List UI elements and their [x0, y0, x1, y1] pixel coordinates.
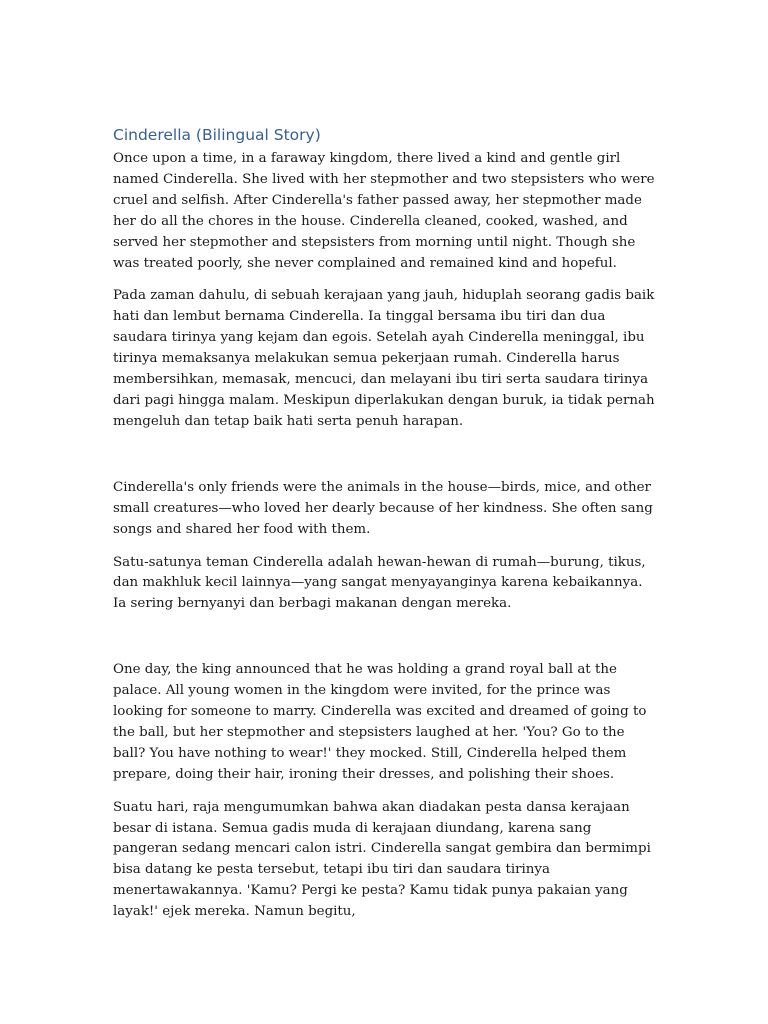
- paragraph-indonesian-2: Satu-satunya teman Cinderella adalah hewan-hewan di rumah—burung, tikus, dan makhluk kecil lainnya—yang sangat menyayanginya karena kebaikannya. Ia sering bernyanyi dan berbagi makanan dengan mereka.: [113, 554, 646, 612]
- paragraph-spacer: [113, 541, 658, 553]
- section-spacer: [113, 433, 658, 478]
- paragraph-spacer: [113, 274, 658, 286]
- section-spacer: [113, 615, 658, 660]
- document-title: Cinderella (Bilingual Story): [113, 126, 321, 144]
- document-body: [113, 124, 658, 923]
- paragraph-english-1: Once upon a time, in a faraway kingdom, there lived a kind and gentle girl named Cinderella. She lived with her stepmother and two stepsisters who were cruel and selfish. After Cinderella's father passed away, her stepmother made her do all the chores in the house. Cinderella cleaned, cooked, washed, and served her stepmother and stepsisters from morning until night. Though she was treated poorly, she never complained and remained kind and hopeful.: [113, 151, 655, 271]
- paragraph-english-3: One day, the king announced that he was holding a grand royal ball at the palace. All young women in the kingdom were invited, for the prince was looking for someone to marry. Cinderella was excited and dreamed of going to the ball, but her stepmother and stepsisters laughed at her. 'You? Go to the ball? You have nothing to wear!' they mocked. Still, Cinderella helped them prepare, doing their hair, ironing their dresses, and polishing their shoes.: [113, 662, 647, 782]
- paragraph-english-2: Cinderella's only friends were the animals in the house—birds, mice, and other small creatures—who loved her dearly because of her kindness. She often sang songs and shared her food with them.: [113, 479, 653, 537]
- paragraph-spacer: [113, 786, 658, 798]
- paragraph-indonesian-1: Pada zaman dahulu, di sebuah kerajaan yang jauh, hiduplah seorang gadis baik hati dan lembut bernama Cinderella. Ia tinggal bersama ibu tiri dan dua saudara tirinya yang kejam dan egois. Setelah ayah Cinderella meninggal, ibu tirinya memaksanya melakukan semua pekerjaan rumah. Cinderella harus membersihkan, memasak, mencuci, dan melayani ibu tiri serta saudara tirinya dari pagi hingga malam. Meskipun diperlakukan dengan buruk, ia tidak pernah mengeluh dan tetap baik hati serta penuh harapan.: [113, 288, 655, 429]
- paragraph-indonesian-3: Suatu hari, raja mengumumkan bahwa akan diadakan pesta dansa kerajaan besar di istana. Semua gadis muda di kerajaan diundang, karena sang pangeran sedang mencari calon istri. Cinderella sangat gembira dan bermimpi bisa datang ke pesta tersebut, tetapi ibu tiri dan saudara tirinya menertawakannya. 'Kamu? Pergi ke pesta? Kamu tidak punya pakaian yang layak!' ejek mereka. Namun begitu,: [113, 799, 651, 920]
